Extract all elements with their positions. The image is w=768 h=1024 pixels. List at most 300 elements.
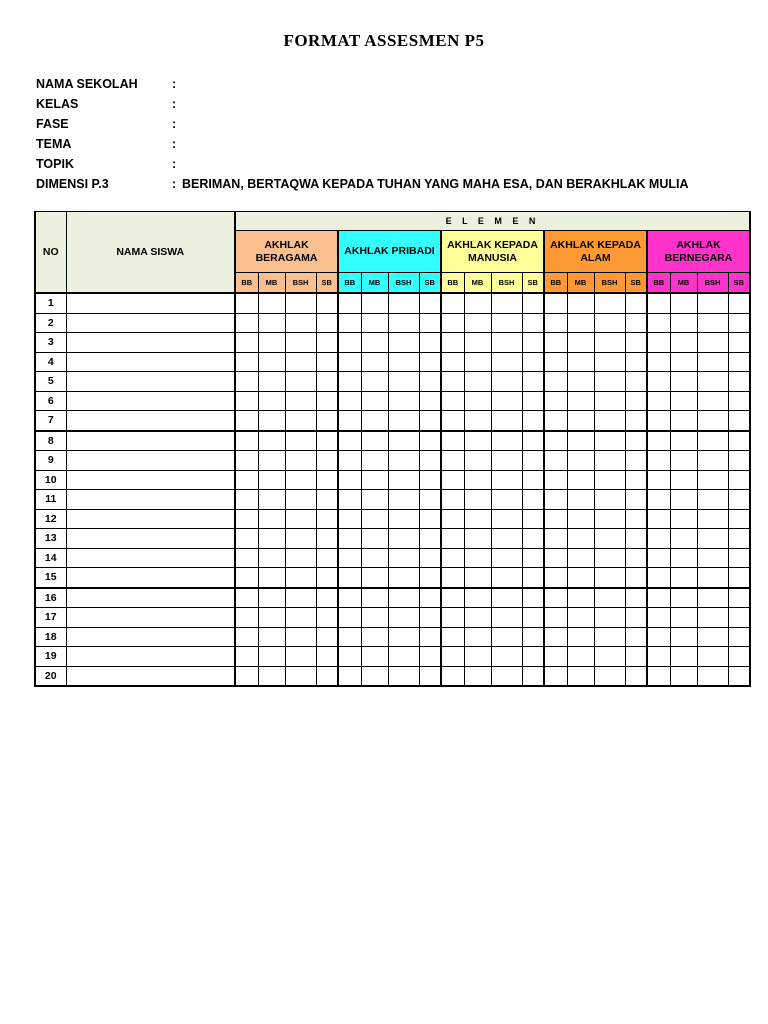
score-cell[interactable]: [544, 451, 567, 471]
score-cell[interactable]: [388, 627, 419, 647]
score-cell[interactable]: [625, 372, 647, 392]
score-cell[interactable]: [491, 352, 522, 372]
score-cell[interactable]: [361, 470, 388, 490]
score-cell[interactable]: [728, 451, 750, 471]
score-cell[interactable]: [491, 333, 522, 353]
score-cell[interactable]: [491, 647, 522, 667]
score-cell[interactable]: [670, 431, 697, 451]
score-cell[interactable]: [491, 529, 522, 549]
score-cell[interactable]: [316, 568, 338, 588]
score-cell[interactable]: [235, 391, 258, 411]
score-cell[interactable]: [441, 352, 464, 372]
score-cell[interactable]: [594, 647, 625, 667]
score-cell[interactable]: [235, 568, 258, 588]
score-cell[interactable]: [316, 666, 338, 686]
score-cell[interactable]: [544, 431, 567, 451]
score-cell[interactable]: [491, 509, 522, 529]
score-cell[interactable]: [441, 588, 464, 608]
score-cell[interactable]: [697, 568, 728, 588]
score-cell[interactable]: [441, 627, 464, 647]
score-cell[interactable]: [316, 372, 338, 392]
score-cell[interactable]: [647, 509, 670, 529]
score-cell[interactable]: [338, 293, 361, 313]
score-cell[interactable]: [258, 490, 285, 510]
score-cell[interactable]: [670, 666, 697, 686]
score-cell[interactable]: [594, 568, 625, 588]
score-cell[interactable]: [419, 333, 441, 353]
score-cell[interactable]: [697, 313, 728, 333]
score-cell[interactable]: [594, 333, 625, 353]
score-cell[interactable]: [361, 411, 388, 431]
score-cell[interactable]: [464, 608, 491, 628]
score-cell[interactable]: [285, 588, 316, 608]
score-cell[interactable]: [544, 588, 567, 608]
score-cell[interactable]: [697, 608, 728, 628]
score-cell[interactable]: [258, 529, 285, 549]
score-cell[interactable]: [567, 666, 594, 686]
score-cell[interactable]: [464, 470, 491, 490]
student-name-cell[interactable]: [66, 451, 235, 471]
score-cell[interactable]: [285, 647, 316, 667]
score-cell[interactable]: [441, 431, 464, 451]
score-cell[interactable]: [285, 608, 316, 628]
score-cell[interactable]: [419, 313, 441, 333]
score-cell[interactable]: [361, 372, 388, 392]
score-cell[interactable]: [625, 608, 647, 628]
score-cell[interactable]: [464, 627, 491, 647]
score-cell[interactable]: [625, 568, 647, 588]
score-cell[interactable]: [419, 352, 441, 372]
score-cell[interactable]: [338, 647, 361, 667]
score-cell[interactable]: [522, 352, 544, 372]
score-cell[interactable]: [594, 666, 625, 686]
score-cell[interactable]: [388, 509, 419, 529]
score-cell[interactable]: [594, 627, 625, 647]
score-cell[interactable]: [594, 509, 625, 529]
score-cell[interactable]: [594, 352, 625, 372]
score-cell[interactable]: [594, 391, 625, 411]
score-cell[interactable]: [567, 548, 594, 568]
score-cell[interactable]: [647, 470, 670, 490]
score-cell[interactable]: [338, 548, 361, 568]
score-cell[interactable]: [647, 548, 670, 568]
score-cell[interactable]: [594, 451, 625, 471]
score-cell[interactable]: [625, 391, 647, 411]
score-cell[interactable]: [522, 470, 544, 490]
score-cell[interactable]: [316, 627, 338, 647]
score-cell[interactable]: [567, 647, 594, 667]
score-cell[interactable]: [728, 352, 750, 372]
score-cell[interactable]: [567, 529, 594, 549]
score-cell[interactable]: [567, 352, 594, 372]
score-cell[interactable]: [441, 647, 464, 667]
score-cell[interactable]: [441, 548, 464, 568]
score-cell[interactable]: [361, 431, 388, 451]
score-cell[interactable]: [728, 470, 750, 490]
score-cell[interactable]: [361, 333, 388, 353]
score-cell[interactable]: [647, 372, 670, 392]
score-cell[interactable]: [697, 333, 728, 353]
score-cell[interactable]: [338, 470, 361, 490]
score-cell[interactable]: [491, 568, 522, 588]
student-name-cell[interactable]: [66, 293, 235, 313]
score-cell[interactable]: [544, 529, 567, 549]
score-cell[interactable]: [258, 588, 285, 608]
score-cell[interactable]: [361, 608, 388, 628]
score-cell[interactable]: [670, 411, 697, 431]
score-cell[interactable]: [670, 588, 697, 608]
score-cell[interactable]: [285, 391, 316, 411]
score-cell[interactable]: [567, 372, 594, 392]
score-cell[interactable]: [670, 647, 697, 667]
student-name-cell[interactable]: [66, 411, 235, 431]
student-name-cell[interactable]: [66, 470, 235, 490]
score-cell[interactable]: [388, 352, 419, 372]
score-cell[interactable]: [647, 568, 670, 588]
score-cell[interactable]: [567, 313, 594, 333]
score-cell[interactable]: [491, 588, 522, 608]
score-cell[interactable]: [491, 490, 522, 510]
score-cell[interactable]: [522, 666, 544, 686]
score-cell[interactable]: [522, 431, 544, 451]
score-cell[interactable]: [258, 647, 285, 667]
score-cell[interactable]: [544, 509, 567, 529]
score-cell[interactable]: [464, 333, 491, 353]
score-cell[interactable]: [338, 372, 361, 392]
score-cell[interactable]: [464, 352, 491, 372]
score-cell[interactable]: [388, 411, 419, 431]
score-cell[interactable]: [338, 666, 361, 686]
score-cell[interactable]: [285, 431, 316, 451]
score-cell[interactable]: [491, 411, 522, 431]
score-cell[interactable]: [338, 333, 361, 353]
score-cell[interactable]: [235, 529, 258, 549]
score-cell[interactable]: [388, 647, 419, 667]
score-cell[interactable]: [522, 529, 544, 549]
score-cell[interactable]: [697, 352, 728, 372]
student-name-cell[interactable]: [66, 568, 235, 588]
score-cell[interactable]: [491, 451, 522, 471]
score-cell[interactable]: [258, 313, 285, 333]
score-cell[interactable]: [522, 391, 544, 411]
score-cell[interactable]: [491, 666, 522, 686]
score-cell[interactable]: [258, 548, 285, 568]
score-cell[interactable]: [544, 627, 567, 647]
score-cell[interactable]: [441, 333, 464, 353]
score-cell[interactable]: [625, 431, 647, 451]
score-cell[interactable]: [544, 372, 567, 392]
score-cell[interactable]: [285, 352, 316, 372]
score-cell[interactable]: [544, 470, 567, 490]
student-name-cell[interactable]: [66, 509, 235, 529]
score-cell[interactable]: [464, 391, 491, 411]
score-cell[interactable]: [594, 293, 625, 313]
score-cell[interactable]: [647, 647, 670, 667]
score-cell[interactable]: [419, 411, 441, 431]
score-cell[interactable]: [522, 509, 544, 529]
score-cell[interactable]: [728, 293, 750, 313]
score-cell[interactable]: [491, 431, 522, 451]
score-cell[interactable]: [625, 548, 647, 568]
score-cell[interactable]: [670, 451, 697, 471]
score-cell[interactable]: [544, 548, 567, 568]
score-cell[interactable]: [625, 313, 647, 333]
score-cell[interactable]: [522, 627, 544, 647]
score-cell[interactable]: [285, 627, 316, 647]
score-cell[interactable]: [544, 391, 567, 411]
score-cell[interactable]: [647, 490, 670, 510]
score-cell[interactable]: [316, 608, 338, 628]
student-name-cell[interactable]: [66, 666, 235, 686]
score-cell[interactable]: [647, 529, 670, 549]
score-cell[interactable]: [670, 529, 697, 549]
score-cell[interactable]: [258, 411, 285, 431]
score-cell[interactable]: [361, 647, 388, 667]
score-cell[interactable]: [316, 391, 338, 411]
score-cell[interactable]: [567, 627, 594, 647]
score-cell[interactable]: [419, 431, 441, 451]
student-name-cell[interactable]: [66, 313, 235, 333]
score-cell[interactable]: [388, 529, 419, 549]
score-cell[interactable]: [388, 391, 419, 411]
score-cell[interactable]: [647, 313, 670, 333]
score-cell[interactable]: [316, 313, 338, 333]
score-cell[interactable]: [285, 372, 316, 392]
score-cell[interactable]: [697, 293, 728, 313]
score-cell[interactable]: [338, 411, 361, 431]
score-cell[interactable]: [670, 333, 697, 353]
score-cell[interactable]: [567, 470, 594, 490]
score-cell[interactable]: [285, 313, 316, 333]
score-cell[interactable]: [567, 333, 594, 353]
score-cell[interactable]: [625, 627, 647, 647]
score-cell[interactable]: [338, 509, 361, 529]
score-cell[interactable]: [670, 627, 697, 647]
score-cell[interactable]: [419, 568, 441, 588]
score-cell[interactable]: [388, 666, 419, 686]
score-cell[interactable]: [316, 470, 338, 490]
score-cell[interactable]: [647, 666, 670, 686]
score-cell[interactable]: [316, 352, 338, 372]
score-cell[interactable]: [388, 333, 419, 353]
score-cell[interactable]: [697, 431, 728, 451]
score-cell[interactable]: [522, 411, 544, 431]
score-cell[interactable]: [419, 451, 441, 471]
student-name-cell[interactable]: [66, 627, 235, 647]
score-cell[interactable]: [728, 568, 750, 588]
score-cell[interactable]: [419, 608, 441, 628]
score-cell[interactable]: [670, 372, 697, 392]
score-cell[interactable]: [441, 608, 464, 628]
score-cell[interactable]: [464, 451, 491, 471]
score-cell[interactable]: [419, 666, 441, 686]
score-cell[interactable]: [594, 588, 625, 608]
score-cell[interactable]: [728, 588, 750, 608]
score-cell[interactable]: [235, 411, 258, 431]
score-cell[interactable]: [567, 431, 594, 451]
score-cell[interactable]: [594, 608, 625, 628]
score-cell[interactable]: [316, 548, 338, 568]
score-cell[interactable]: [419, 548, 441, 568]
score-cell[interactable]: [625, 451, 647, 471]
score-cell[interactable]: [338, 627, 361, 647]
score-cell[interactable]: [316, 588, 338, 608]
score-cell[interactable]: [567, 509, 594, 529]
score-cell[interactable]: [728, 431, 750, 451]
score-cell[interactable]: [419, 470, 441, 490]
score-cell[interactable]: [441, 470, 464, 490]
score-cell[interactable]: [567, 588, 594, 608]
score-cell[interactable]: [522, 608, 544, 628]
score-cell[interactable]: [235, 313, 258, 333]
score-cell[interactable]: [235, 588, 258, 608]
score-cell[interactable]: [594, 529, 625, 549]
score-cell[interactable]: [647, 333, 670, 353]
score-cell[interactable]: [567, 411, 594, 431]
score-cell[interactable]: [285, 293, 316, 313]
score-cell[interactable]: [235, 666, 258, 686]
student-name-cell[interactable]: [66, 431, 235, 451]
score-cell[interactable]: [258, 509, 285, 529]
score-cell[interactable]: [625, 293, 647, 313]
score-cell[interactable]: [594, 313, 625, 333]
score-cell[interactable]: [258, 391, 285, 411]
score-cell[interactable]: [728, 391, 750, 411]
score-cell[interactable]: [544, 608, 567, 628]
score-cell[interactable]: [464, 588, 491, 608]
score-cell[interactable]: [594, 548, 625, 568]
score-cell[interactable]: [235, 627, 258, 647]
score-cell[interactable]: [544, 411, 567, 431]
score-cell[interactable]: [258, 568, 285, 588]
score-cell[interactable]: [625, 666, 647, 686]
score-cell[interactable]: [316, 490, 338, 510]
score-cell[interactable]: [388, 490, 419, 510]
score-cell[interactable]: [728, 627, 750, 647]
score-cell[interactable]: [441, 391, 464, 411]
score-cell[interactable]: [361, 352, 388, 372]
score-cell[interactable]: [361, 451, 388, 471]
score-cell[interactable]: [522, 490, 544, 510]
score-cell[interactable]: [670, 470, 697, 490]
score-cell[interactable]: [361, 313, 388, 333]
score-cell[interactable]: [567, 293, 594, 313]
score-cell[interactable]: [258, 352, 285, 372]
score-cell[interactable]: [670, 391, 697, 411]
student-name-cell[interactable]: [66, 588, 235, 608]
score-cell[interactable]: [316, 431, 338, 451]
score-cell[interactable]: [258, 627, 285, 647]
score-cell[interactable]: [544, 568, 567, 588]
score-cell[interactable]: [625, 588, 647, 608]
score-cell[interactable]: [647, 627, 670, 647]
score-cell[interactable]: [388, 431, 419, 451]
score-cell[interactable]: [464, 666, 491, 686]
score-cell[interactable]: [235, 372, 258, 392]
score-cell[interactable]: [235, 451, 258, 471]
score-cell[interactable]: [647, 608, 670, 628]
score-cell[interactable]: [625, 529, 647, 549]
score-cell[interactable]: [258, 451, 285, 471]
score-cell[interactable]: [338, 608, 361, 628]
score-cell[interactable]: [544, 490, 567, 510]
score-cell[interactable]: [258, 372, 285, 392]
score-cell[interactable]: [594, 411, 625, 431]
score-cell[interactable]: [361, 666, 388, 686]
score-cell[interactable]: [544, 313, 567, 333]
score-cell[interactable]: [491, 313, 522, 333]
score-cell[interactable]: [647, 293, 670, 313]
score-cell[interactable]: [625, 490, 647, 510]
score-cell[interactable]: [697, 509, 728, 529]
score-cell[interactable]: [670, 352, 697, 372]
score-cell[interactable]: [491, 293, 522, 313]
score-cell[interactable]: [258, 470, 285, 490]
score-cell[interactable]: [419, 627, 441, 647]
score-cell[interactable]: [235, 333, 258, 353]
score-cell[interactable]: [670, 509, 697, 529]
score-cell[interactable]: [361, 490, 388, 510]
score-cell[interactable]: [670, 548, 697, 568]
score-cell[interactable]: [697, 647, 728, 667]
score-cell[interactable]: [361, 588, 388, 608]
score-cell[interactable]: [388, 313, 419, 333]
score-cell[interactable]: [285, 411, 316, 431]
score-cell[interactable]: [316, 529, 338, 549]
score-cell[interactable]: [441, 372, 464, 392]
score-cell[interactable]: [670, 568, 697, 588]
score-cell[interactable]: [491, 470, 522, 490]
score-cell[interactable]: [697, 451, 728, 471]
score-cell[interactable]: [625, 352, 647, 372]
score-cell[interactable]: [316, 411, 338, 431]
score-cell[interactable]: [670, 490, 697, 510]
score-cell[interactable]: [464, 293, 491, 313]
score-cell[interactable]: [728, 372, 750, 392]
score-cell[interactable]: [594, 372, 625, 392]
score-cell[interactable]: [419, 372, 441, 392]
score-cell[interactable]: [419, 509, 441, 529]
score-cell[interactable]: [464, 509, 491, 529]
score-cell[interactable]: [361, 529, 388, 549]
score-cell[interactable]: [419, 293, 441, 313]
score-cell[interactable]: [728, 548, 750, 568]
score-cell[interactable]: [567, 391, 594, 411]
score-cell[interactable]: [625, 647, 647, 667]
score-cell[interactable]: [388, 470, 419, 490]
score-cell[interactable]: [728, 608, 750, 628]
student-name-cell[interactable]: [66, 608, 235, 628]
score-cell[interactable]: [235, 490, 258, 510]
score-cell[interactable]: [285, 529, 316, 549]
score-cell[interactable]: [544, 666, 567, 686]
score-cell[interactable]: [491, 372, 522, 392]
student-name-cell[interactable]: [66, 372, 235, 392]
score-cell[interactable]: [388, 372, 419, 392]
score-cell[interactable]: [388, 608, 419, 628]
score-cell[interactable]: [647, 451, 670, 471]
score-cell[interactable]: [235, 470, 258, 490]
score-cell[interactable]: [441, 490, 464, 510]
score-cell[interactable]: [464, 647, 491, 667]
score-cell[interactable]: [388, 293, 419, 313]
score-cell[interactable]: [522, 333, 544, 353]
score-cell[interactable]: [464, 490, 491, 510]
score-cell[interactable]: [388, 451, 419, 471]
score-cell[interactable]: [522, 568, 544, 588]
score-cell[interactable]: [258, 333, 285, 353]
score-cell[interactable]: [697, 627, 728, 647]
